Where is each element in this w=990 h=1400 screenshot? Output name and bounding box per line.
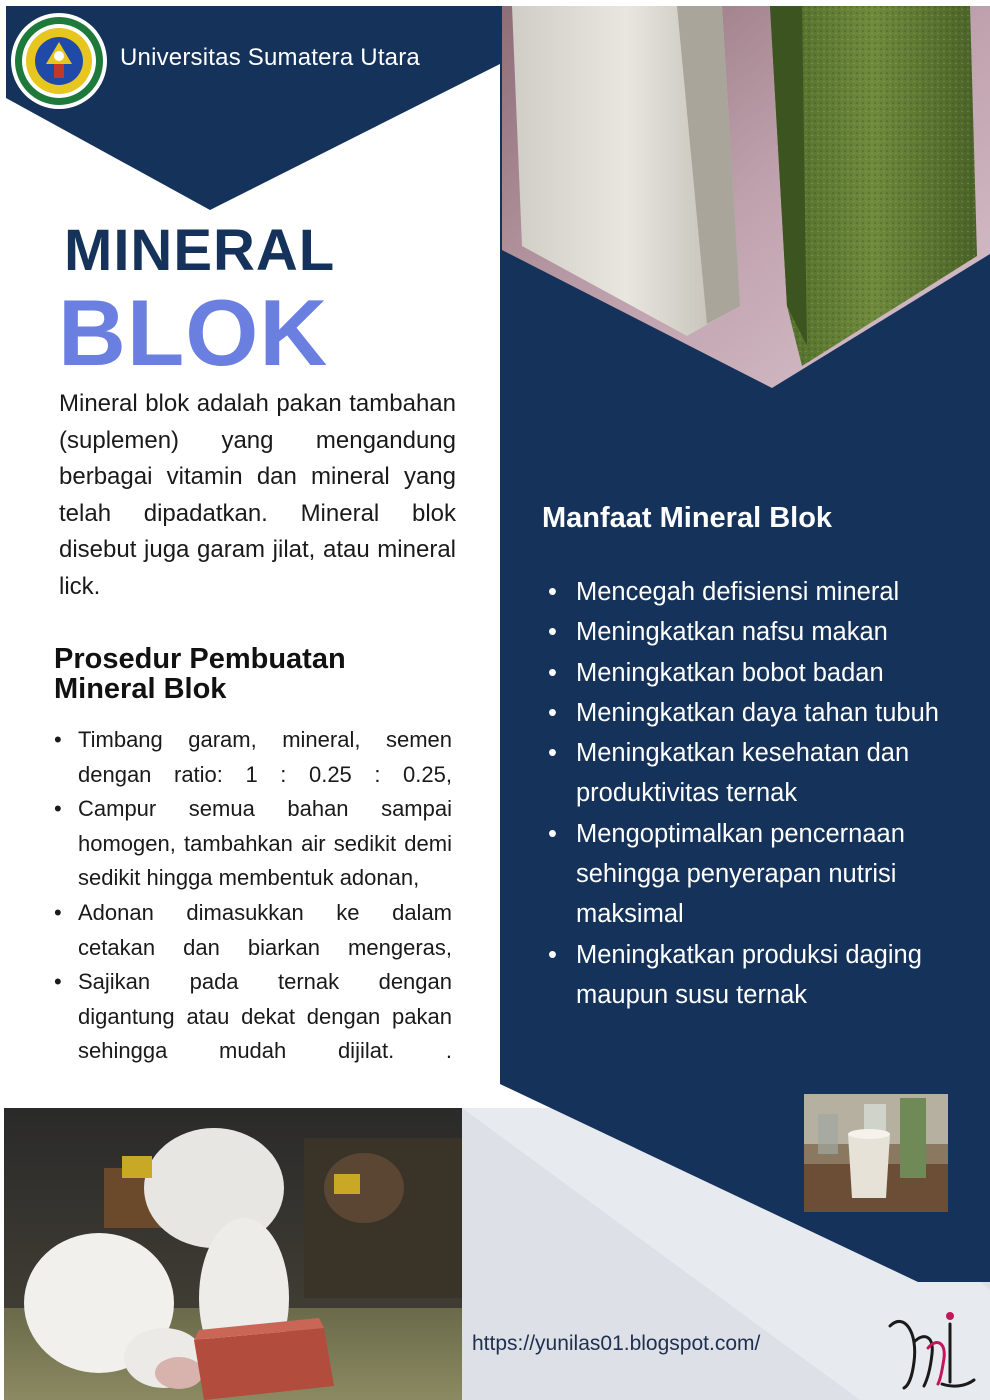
- mineral-block-photo: [502, 6, 990, 388]
- benefit-item: • Mencegah defisiensi mineral: [548, 572, 948, 612]
- cows-licking-block-photo: [4, 1108, 462, 1400]
- author-signature-icon: [884, 1302, 980, 1394]
- procedure-step: • Adonan dimasukkan ke dalam cetakan dan biarkan mengeras,: [54, 896, 452, 965]
- mineral-block-jar-photo: [804, 1094, 948, 1212]
- title-blok: BLOK: [58, 280, 329, 385]
- intro-paragraph: Mineral blok adalah pakan tambahan (suplemen) yang mengandung berbagai vitamin dan mineral yang telah dipadatkan. Mineral blok disebut juga garam jilat, atau mineral lick.: [59, 390, 456, 600]
- procedure-step: • Sajikan pada ternak dengan digantung atau dekat dengan pakan sehingga mudah dijilat. .: [54, 965, 452, 1069]
- blog-url-link[interactable]: https://yunilas01.blogspot.com/: [472, 1332, 761, 1355]
- benefit-item: • Meningkatkan bobot badan: [548, 653, 948, 693]
- university-seal-icon: [10, 12, 108, 110]
- benefit-item: • Mengoptimalkan pencernaan sehingga penyerapan nutrisi maksimal: [548, 814, 948, 935]
- procedure-step: • Campur semua bahan sampai homogen, tambahkan air sedikit demi sedikit hingga membentuk adonan,: [54, 792, 452, 896]
- title-mineral: MINERAL: [64, 218, 336, 283]
- procedure-heading: Prosedur Pembuatan Mineral Blok: [54, 643, 346, 705]
- benefits-heading: Manfaat Mineral Blok: [542, 502, 833, 534]
- benefits-list: [548, 572, 948, 1015]
- university-name: Universitas Sumatera Utara: [120, 44, 420, 71]
- benefit-item: • Meningkatkan kesehatan dan produktivitas ternak: [548, 733, 948, 814]
- benefit-item: • Meningkatkan produksi daging maupun susu ternak: [548, 935, 948, 1016]
- procedure-list: [54, 723, 452, 1069]
- benefit-item: • Meningkatkan daya tahan tubuh: [548, 693, 948, 733]
- benefit-item: • Meningkatkan nafsu makan: [548, 612, 948, 652]
- procedure-step: • Timbang garam, mineral, semen dengan ratio: 1 : 0.25 : 0.25,: [54, 723, 452, 792]
